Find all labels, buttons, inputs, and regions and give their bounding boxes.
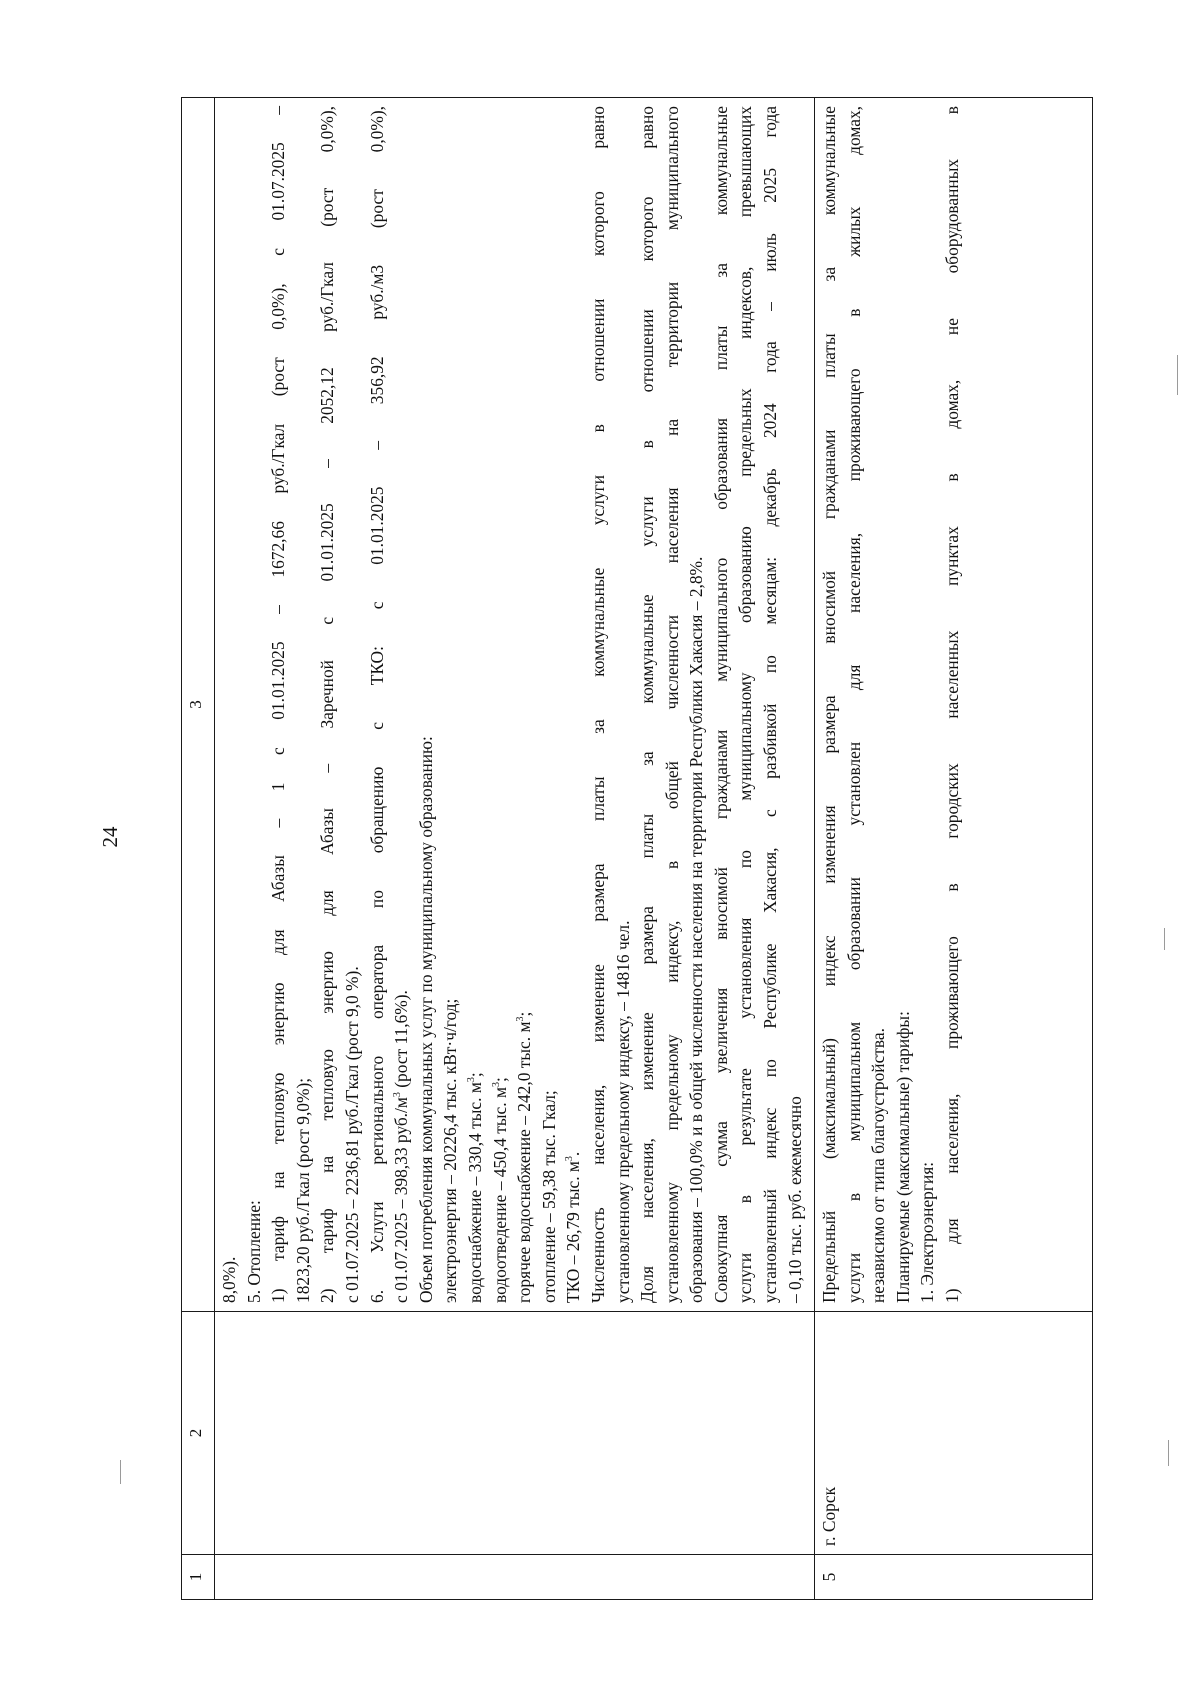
text-line: [242, 106, 267, 1303]
text-line: [315, 106, 340, 1303]
scan-artifact-line: [1164, 928, 1165, 950]
text-line-tail: .: [563, 1151, 584, 1157]
text-line-main: 8,0%).: [219, 1256, 239, 1303]
text-line: [463, 106, 488, 1303]
text-line-main: услуги в муниципальном образовании установлен для населения, проживающего в жилых домах,: [843, 106, 864, 1303]
text-line-main: горячее водоснабжение – 242,0 тыс. м: [514, 1021, 535, 1303]
text-line-main: 1. Электроэнергия:: [917, 1161, 938, 1303]
text-line: [365, 106, 390, 1303]
text-line: [291, 106, 316, 1303]
row-number-cell: [215, 1555, 815, 1600]
text-line-main: Планируемые (максимальные) тарифы:: [892, 1011, 913, 1303]
text-line: [842, 106, 867, 1303]
text-line-tail: ;: [464, 1072, 485, 1078]
text-line-main: Численность населения, изменение размера платы за коммунальные услуги в отношении которого равно: [587, 106, 608, 1303]
text-line-main: Совокупная сумма увеличения вносимой гражданами муниципального образования платы за коммунальные: [710, 106, 731, 1303]
text-line: [488, 106, 513, 1303]
text-line: [512, 106, 537, 1303]
text-line: [940, 106, 965, 1303]
tariff-table: [181, 97, 1093, 1600]
table-row-continuation: [215, 98, 815, 1600]
municipality-cell: [215, 1312, 815, 1555]
text-line: [266, 106, 291, 1303]
description-text: [817, 106, 965, 1303]
scan-artifact-line: [1177, 355, 1178, 395]
superscript: 3: [392, 1092, 404, 1098]
text-line-main: 2) тариф на тепловую энергию для Абазы – Заречной с 01.01.2025 – 2052,12 руб./Гкал (рост 0,0%),: [317, 106, 338, 1303]
description-cell: [215, 98, 815, 1312]
text-line-main: установленному предельному индексу, в общей численности населения на территории муниципального: [661, 106, 682, 1303]
text-line-main: 1) для населения, проживающего в городских населенных пунктах в домах, не оборудованных в: [941, 106, 962, 1303]
superscript: 3: [564, 1156, 576, 1162]
text-line-main: 1823,20 руб./Гкал (рост 9,0%);: [292, 1077, 313, 1303]
text-line-main: независимо от типа благоустройства.: [868, 1028, 889, 1303]
text-line: [733, 106, 758, 1303]
description-text: [217, 106, 807, 1303]
text-line-main: отопление – 59,38 тыс. Гкал;: [538, 1090, 559, 1303]
text-line: [414, 106, 439, 1303]
text-line-main: Объем потребления коммунальных услуг по муниципальному образованию:: [415, 736, 436, 1303]
text-line-main: электроэнергия – 20226,4 тыс. кВт·ч/год;: [440, 998, 461, 1303]
text-line: [561, 106, 586, 1303]
text-line: [217, 106, 242, 1303]
text-line: [438, 106, 463, 1303]
municipality-cell: г. Сорск: [815, 1312, 1093, 1555]
text-line: [537, 106, 562, 1303]
text-line-main: Предельный (максимальный) индекс изменения размера вносимой гражданами платы за коммунальные: [819, 106, 839, 1303]
text-line-main: ТКО – 26,79 тыс. м: [563, 1161, 584, 1303]
text-line: [709, 106, 734, 1303]
row-number-cell: 5: [815, 1555, 1093, 1600]
text-line: [915, 106, 940, 1303]
header-col-3: 3: [182, 98, 215, 1312]
text-line: [684, 106, 709, 1303]
text-line-main: установленный индекс по Республике Хакасия, с разбивкой по месяцам: декабрь 2024 года – июль 2025 года: [760, 106, 781, 1303]
text-line: [635, 106, 660, 1303]
text-line: [758, 106, 783, 1303]
text-line-main: Доля населения, изменение размера платы за коммунальные услуги в отношении которого равно: [637, 106, 658, 1303]
text-line-main: водоотведение – 450,4 тыс. м: [489, 1087, 510, 1303]
text-line: [891, 106, 916, 1303]
text-line-main: с 01.07.2025 – 398,33 руб./м: [391, 1097, 412, 1303]
description-cell: [815, 98, 1093, 1312]
text-line-main: с 01.07.2025 – 2236,81 руб./Гкал (рост 9,0 %).: [341, 966, 362, 1303]
text-line: [817, 106, 842, 1303]
text-line-main: 6. Услуги регионального оператора по обращению с ТКО: с 01.01.2025 – 356,92 руб./м3 (рост 0,0%),: [366, 106, 387, 1303]
scan-artifact-line: [1168, 1440, 1169, 1466]
text-line-main: 5. Отопление:: [243, 1200, 264, 1303]
text-line: [586, 106, 611, 1303]
text-line-main: образования – 100,0% и в общей численности населения на территории Республики Хакасия – 2,8%.: [686, 556, 707, 1303]
text-line-tail: (рост 11,6%).: [391, 990, 412, 1093]
scan-artifact-line: [120, 1460, 121, 1484]
rotated-table-wrapper: [181, 98, 1093, 1600]
text-line-main: – 0,10 тыс. руб. ежемесячно: [784, 1096, 805, 1303]
text-line-main: 1) тариф на тепловую энергию для Абазы – 1 с 01.01.2025 – 1672,66 руб./Гкал (рост 0,0%), с 01.07.2025 –: [268, 106, 289, 1303]
superscript: 3: [466, 1077, 478, 1083]
text-line-main: установленному предельному индексу, – 14816 чел.: [612, 920, 633, 1303]
table-row-5: [815, 98, 1093, 1600]
superscript: 3: [515, 1016, 527, 1022]
text-line: [389, 106, 414, 1303]
header-col-2: 2: [182, 1312, 215, 1555]
text-line-main: услуги в результате установления по муниципальному образованию предельных индексов, превышающих: [735, 106, 756, 1303]
text-line: [340, 106, 365, 1303]
text-line: [783, 106, 808, 1303]
text-line: [660, 106, 685, 1303]
text-line: [611, 106, 636, 1303]
text-line: [866, 106, 891, 1303]
table-header-row: [182, 98, 215, 1600]
header-col-1: 1: [182, 1555, 215, 1600]
text-line-tail: ;: [489, 1077, 510, 1083]
superscript: 3: [490, 1082, 502, 1088]
text-line-main: водоснабжение – 330,4 тыс. м: [464, 1082, 485, 1303]
text-line-tail: ;: [514, 1011, 535, 1017]
page-number: 24: [98, 826, 122, 848]
